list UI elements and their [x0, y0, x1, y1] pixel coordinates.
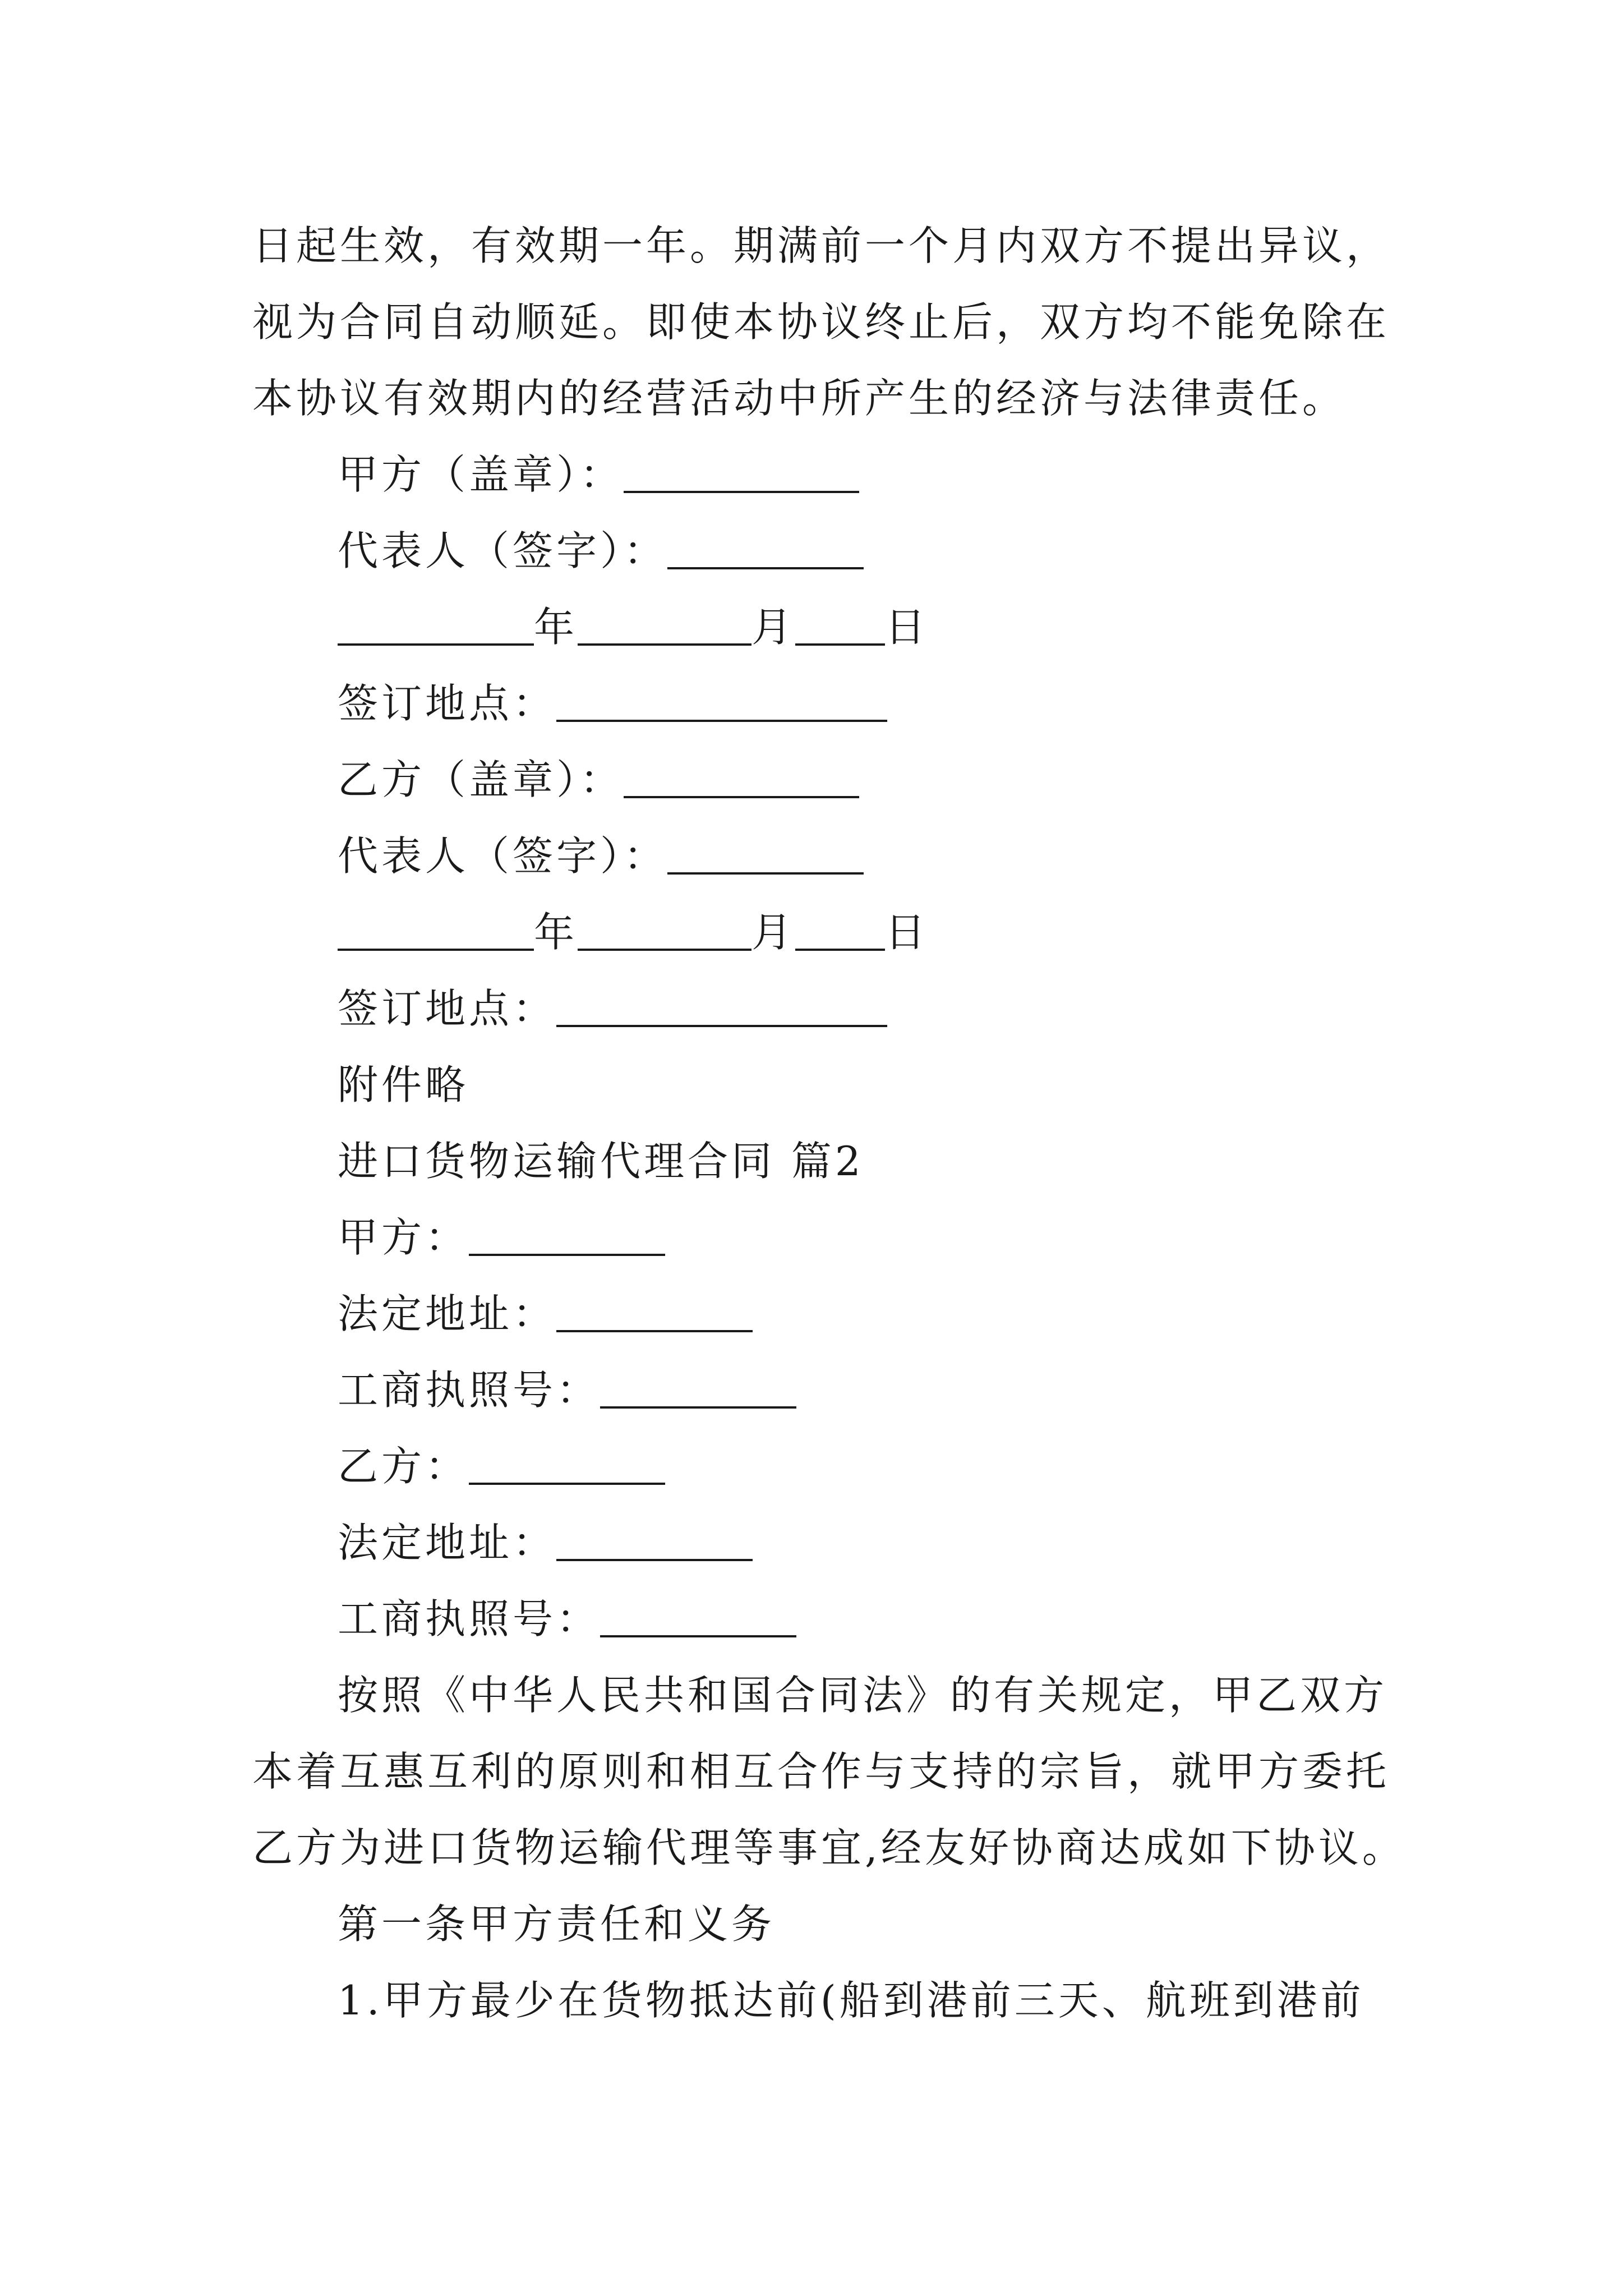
party-b-license-line	[252, 1581, 1391, 1657]
party-b-rep-line	[252, 818, 1391, 894]
party-a-address-blank	[556, 1296, 753, 1332]
party-b-line	[252, 1428, 1391, 1504]
day-blank	[795, 610, 885, 646]
party-a-seal-label: 甲方（盖章）：	[338, 451, 624, 498]
party-b-place-label: 签订地点：	[338, 985, 557, 1032]
party-b-address-label: 法定地址：	[338, 1519, 557, 1566]
paragraph-line: 日起生效，有效期一年。期满前一个月内双方不提出异议，	[252, 222, 1390, 269]
party-b-license-blank	[600, 1602, 796, 1637]
party-a-address-line	[252, 1276, 1391, 1352]
party-b-label: 乙方：	[338, 1443, 469, 1490]
month-blank	[578, 610, 751, 646]
party-a-rep-label: 代表人（签字）：	[338, 527, 668, 574]
party-a-line	[252, 1199, 1391, 1276]
party-a-rep-blank	[667, 533, 864, 569]
day-label: 日	[885, 604, 929, 651]
section-title: 进口货物运输代理合同 篇2	[338, 1138, 864, 1185]
party-b-date-line	[252, 894, 1391, 970]
party-a-license-label: 工商执照号：	[338, 1366, 601, 1414]
party-b-license-label: 工商执照号：	[338, 1595, 601, 1642]
party-b-seal-line	[252, 742, 1391, 818]
year-label: 年	[534, 604, 578, 651]
month-label: 月	[751, 604, 796, 651]
day-blank	[795, 915, 885, 951]
article-item: 1.甲方最少在货物抵达前(船到港前三天、航班到港前	[338, 1977, 1364, 2024]
party-a-seal-line	[252, 436, 1391, 513]
paragraph-line: 本协议有效期内的经营活动中所产生的经济与法律责任。	[252, 375, 1347, 422]
party-b-blank	[469, 1449, 665, 1485]
party-b-rep-label: 代表人（签字）：	[338, 832, 668, 880]
day-label: 日	[885, 909, 929, 956]
paragraph-line: 乙方为进口货物运输代理等事宜,经友好协商达成如下协议。	[252, 1824, 1406, 1871]
article-title: 第一条甲方责任和义务	[338, 1901, 776, 1948]
party-a-rep-line	[252, 513, 1391, 589]
party-a-seal-blank	[624, 457, 859, 493]
year-label: 年	[534, 909, 578, 956]
paragraph-line: 按照《中华人民共和国合同法》的有关规定，甲乙双方	[338, 1672, 1388, 1719]
year-blank	[338, 610, 534, 646]
party-a-place-label: 签订地点：	[338, 680, 557, 727]
party-b-rep-blank	[667, 839, 864, 875]
paragraph-line: 视为合同自动顺延。即使本协议终止后，双方均不能免除在	[252, 298, 1390, 346]
party-b-address-blank	[556, 1525, 753, 1561]
party-b-place-line	[252, 970, 1391, 1047]
party-a-label: 甲方：	[338, 1214, 469, 1261]
party-b-seal-label: 乙方（盖章）：	[338, 756, 624, 803]
party-a-license-line	[252, 1352, 1391, 1428]
document-body	[252, 208, 1406, 2039]
party-b-seal-blank	[624, 762, 859, 798]
party-a-license-blank	[600, 1373, 796, 1409]
month-blank	[578, 915, 751, 951]
party-b-place-blank	[556, 991, 887, 1027]
attachment-note: 附件略	[338, 1061, 469, 1108]
party-a-place-line	[252, 665, 1391, 742]
month-label: 月	[751, 909, 796, 956]
party-a-address-label: 法定地址：	[338, 1290, 557, 1337]
party-a-place-blank	[556, 686, 887, 722]
party-b-address-line	[252, 1504, 1391, 1581]
party-a-blank	[469, 1220, 665, 1256]
paragraph-line: 本着互惠互利的原则和相互合作与支持的宗旨，就甲方委托	[252, 1748, 1390, 1795]
year-blank	[338, 915, 534, 951]
party-a-date-line	[252, 589, 1391, 665]
